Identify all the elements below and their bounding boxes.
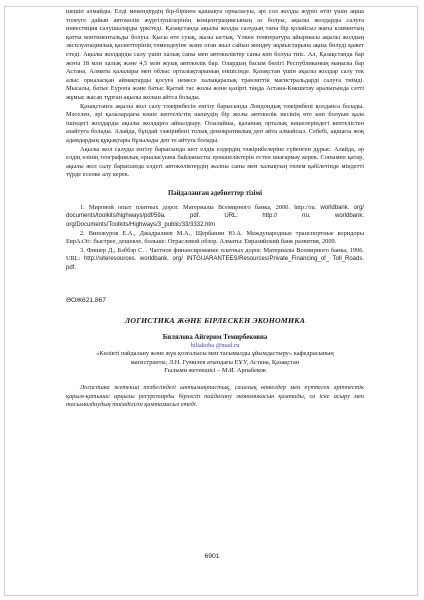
- body-paragraph-1: шешіп алмайды. Елді мекендердің бір-бірінен қашықта орналасуы, әрі сол жолды жүріп өтіп үшін аңша толеуге дайын автокөлік жүргізушілерінің концентрациясының аз болуы, ақылы жолдарды салуға инвестиция салушыларды үркітеді. Қазақстанда ақылы жолды салудың тағы бір қолайсыз жағы климаттың қатты континентальды болуы. Қысы өте суық, жазы ыстық. Үлкен температура айырмасы ақылы жолдың эксплуатациялық қасиеттерінің төмендеуіне және оған жыл сайын жөндеу жұмыстарына ақша бөлуді қажет етеді. Ақылы жолдарды салу үшін халық саны мен автокөліктер саны көп болуы тиіс. Ал, Қазақстанда бар жоғы 18 млн халық және 4,5 млн жуық автокөлік бар. Олардың басым бөлігі Республиканың маңызы бар Астана, Алматы қалалары мен облыс орталықтарының еншісінде. Қазақстан үшін ақылы жолдар салу тек алыс орналасқан аймақтарды қосуға немесе халықаралық транзиттік магистральдарді салуға тиімді. Мысалы, батыс Еуропа және батыс Қытай тас жолы және қазіргі таңда Астана-Көкшетау аралығында сәтті жұмыс жасап тұрған ақылы жолын айтса болады.: [66, 8, 364, 101]
- affiliation-line-1: «Көлікті пайдалану және жүк қозғалысы мен тасымалды ұйымдастыру» кафедрасының: [96, 350, 334, 358]
- author-email: [66, 342, 364, 351]
- email-link[interactable]: biliakoba @mail.ru: [190, 341, 240, 349]
- references-heading: Пайдаланған әдебиеттер тізімі: [167, 189, 263, 197]
- supervisor-line: Ғылыми жетекшісі – М.И. Арпабеков: [164, 367, 266, 375]
- page-number: 6901: [204, 553, 220, 560]
- reference-1: [66, 204, 364, 230]
- article-title: ЛОГИСТИКА ЖӘНЕ БІРЛЕСКЕН ЭКОНОМИКА: [124, 315, 306, 325]
- reference-3-url[interactable]: http://siteresources. worldbank. org/ INTGUARANTEES/Resources/Private_Financing_of_ Toll_Roads. pdf.: [66, 256, 364, 272]
- page-content: [66, 8, 364, 410]
- reference-1-text: 1. Мировой опыт платных дорог. Материалы Всемирного банка, 2000. http://ru.: [80, 203, 317, 211]
- reference-2-text: 2. Винокуров Е.А., Джадралиев М.А., Щербанин Ю.А. Международные транспортные коридоры ЕврАзЭс: быстрее, дешевле, больше: Отраслевой обзор. Алматы: Евразийский банк развития, 2009.: [66, 229, 364, 246]
- body-paragraph-3: Ақылы жол салуды енгізу барысында шет елдік елдердің тәжірибелеріне сүйенген дұрыс. Алайда, әр елдің өзінің географиялық орналасуына байланысты ерекшеліктерін естен шығармау керек. Сонымен қатар, ақылы жол салу барысында елдегі автокөліктердің жалпы саны мен халықтың төлем қабілетінде міндетті түрде есепке алу керек.: [66, 145, 364, 179]
- udk-code: ӘОЖ621.867: [66, 296, 106, 304]
- reference-2: [66, 230, 364, 247]
- abstract: Логистика жетекші тізбегіндегі ынтымақтастық, салалық өткелдер мен күтпеген әріптестік қарым-қатынас арқылы ресурстарды бірлесіп пайдалану экономикасын қамтиды, ол іске асыру мен тасымалдаудың тиімділігін қамтамасыз етеді.: [66, 384, 364, 409]
- author-name: Билялова Айгерим Темирбековна: [162, 333, 268, 341]
- reference-3: [66, 247, 364, 273]
- affiliation-line-2: магистранты, Л.Н. Гумилев атындағы ЕҰУ, Астана, Қазақстан: [130, 358, 300, 366]
- reference-1-url[interactable]: worldbank. org/ documents/toolkits/highways/pdf/59a. pdf. URL: http:// rru. worldbank. org/Documents/Toolkits/Highways/3_public/33/3332.htm: [66, 204, 364, 229]
- body-paragraph-2: Қазақстанға ақылы жол салу тәжірибесін енгізу барысында Лондондық тәжірибені қолданса болады. Мәселен, әрі қалалардағы көше кептелістің шешудің бір жолы автокөлік иесінің өте көп болуын қала ішіндегі жолдарды ақылы жолдарға айналдыру. Осылайша, қаланың орталық көшелеріндегі кептелістен азайтуға болады. Алайда, бұндай тәжірибені толық демократиялық деп айта алмайсыз. Себебі, ақшасы жоқ адамдардың құқықтары бұзылады деп те айтуға болады.: [66, 102, 364, 144]
- reference-3-text: 3. Фишер Д., Бэббэр С. . Частное финансирование платных дорог. Материалы Всемирного банка, 1996. URL:: [66, 246, 364, 263]
